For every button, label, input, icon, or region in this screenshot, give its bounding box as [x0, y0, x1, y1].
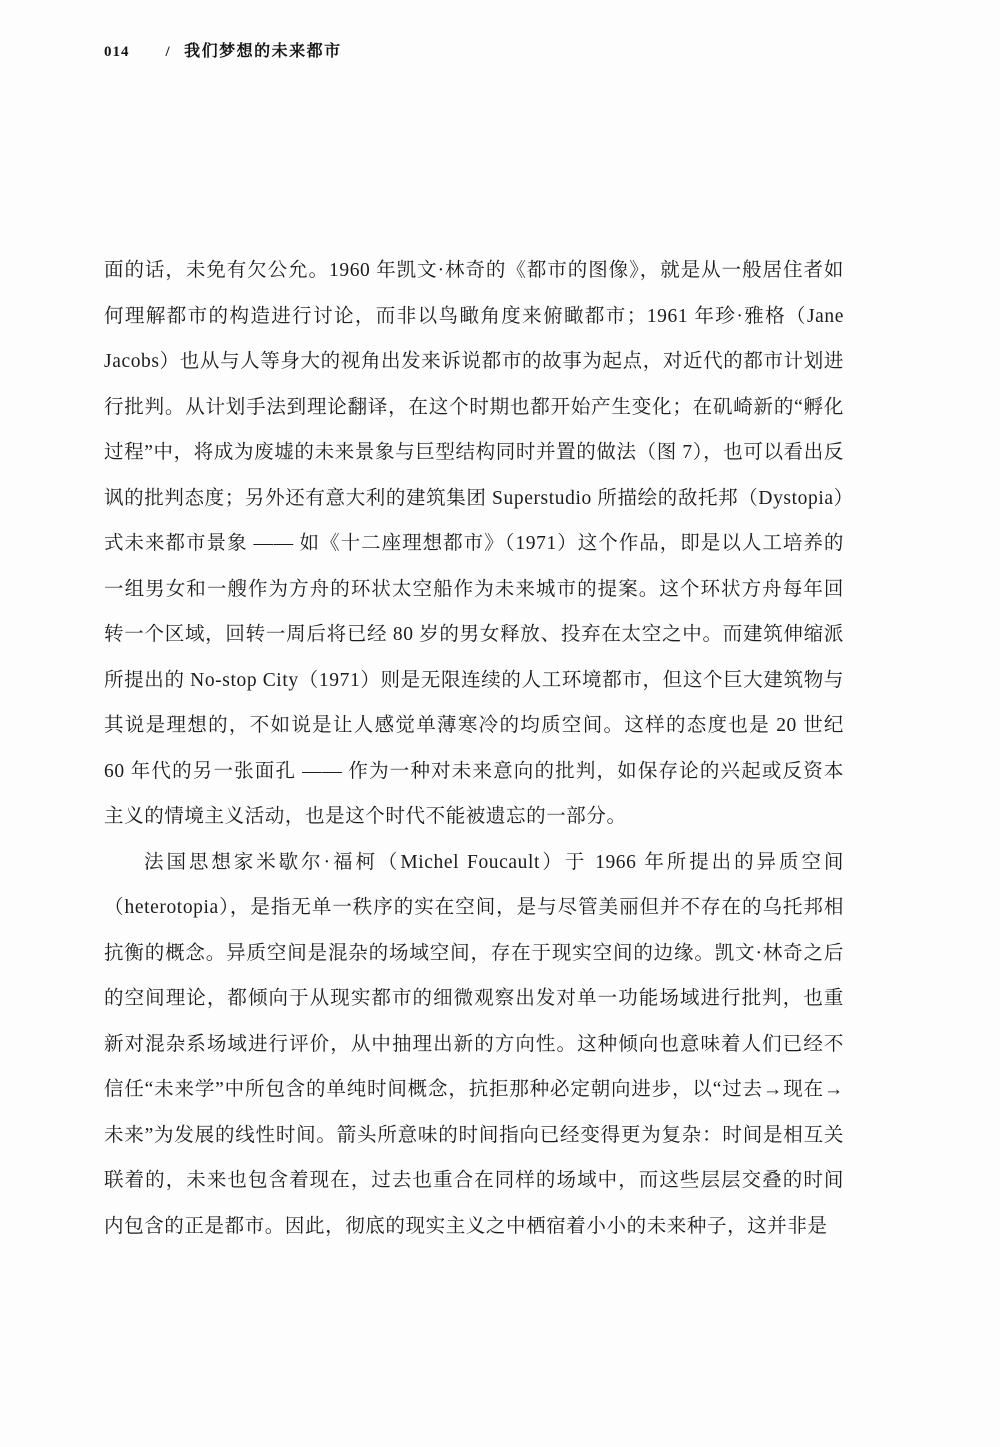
page-number: 014	[104, 44, 130, 60]
chapter-title: 我们梦想的未来都市	[184, 43, 342, 60]
paragraph-2: 法国思想家米歇尔·福柯（Michel Foucault）于 1966 年所提出的异质空间（heterotopia），是指无单一秩序的实在空间，是与尽管美丽但并不存在的乌托邦相抗衡的概念。异质空间是混杂的场域空间，存在于现实空间的边缘。凯文·林奇之后的空间理论，都倾向于从现实都市的细微观察出发对单一功能场域进行批判，也重新对混杂系场域进行评价，从中抽理出新的方向性。这种倾向也意味着人们已经不信任“未来学”中所包含的单纯时间概念，抗拒那种必定朝向进步，以“过去→现在→未来”为发展的线性时间。箭头所意味的时间指向已经变得更为复杂：时间是相互关联着的，未来也包含着现在，过去也重合在同样的场域中，而这些层层交叠的时间内包含的正是都市。因此，彻底的现实主义之中栖宿着小小的未来种子，这并非是	[104, 851, 844, 1237]
body-text-block	[104, 248, 844, 1249]
header-separator: /	[165, 44, 171, 60]
page-header	[104, 38, 342, 61]
paragraph-1: 面的话，未免有欠公允。1960 年凯文·林奇的《都市的图像》，就是从一般居住者如何理解都市的构造进行讨论，而非以鸟瞰角度来俯瞰都市；1961 年珍·雅格（Jane Jacobs）也从与人等身大的视角出发来诉说都市的故事为起点，对近代的都市计划进行批判。从计划手法到理论翻译，在这个时期也都开始产生变化；在矶崎新的“孵化过程”中，将成为废墟的未来景象与巨型结构同时并置的做法（图 7），也可以看出反讽的批判态度；另外还有意大利的建筑集团 Superstudio 所描绘的敌托邦（Dystopia）式未来都市景象 —— 如《十二座理想都市》（1971）这个作品，即是以人工培养的一组男女和一艘作为方舟的环状太空船作为未来城市的提案。这个环状方舟每年回转一个区域，回转一周后将已经 80 岁的男女释放、投弃在太空之中。而建筑伸缩派所提出的 No-stop City（1971）则是无限连续的人工环境都市，但这个巨大建筑物与其说是理想的，不如说是让人感觉单薄寒冷的均质空间。这样的态度也是 20 世纪 60 年代的另一张面孔 —— 作为一种对未来意向的批判，如保存论的兴起或反资本主义的情境主义活动，也是这个时代不能被遗忘的一部分。	[104, 260, 844, 827]
